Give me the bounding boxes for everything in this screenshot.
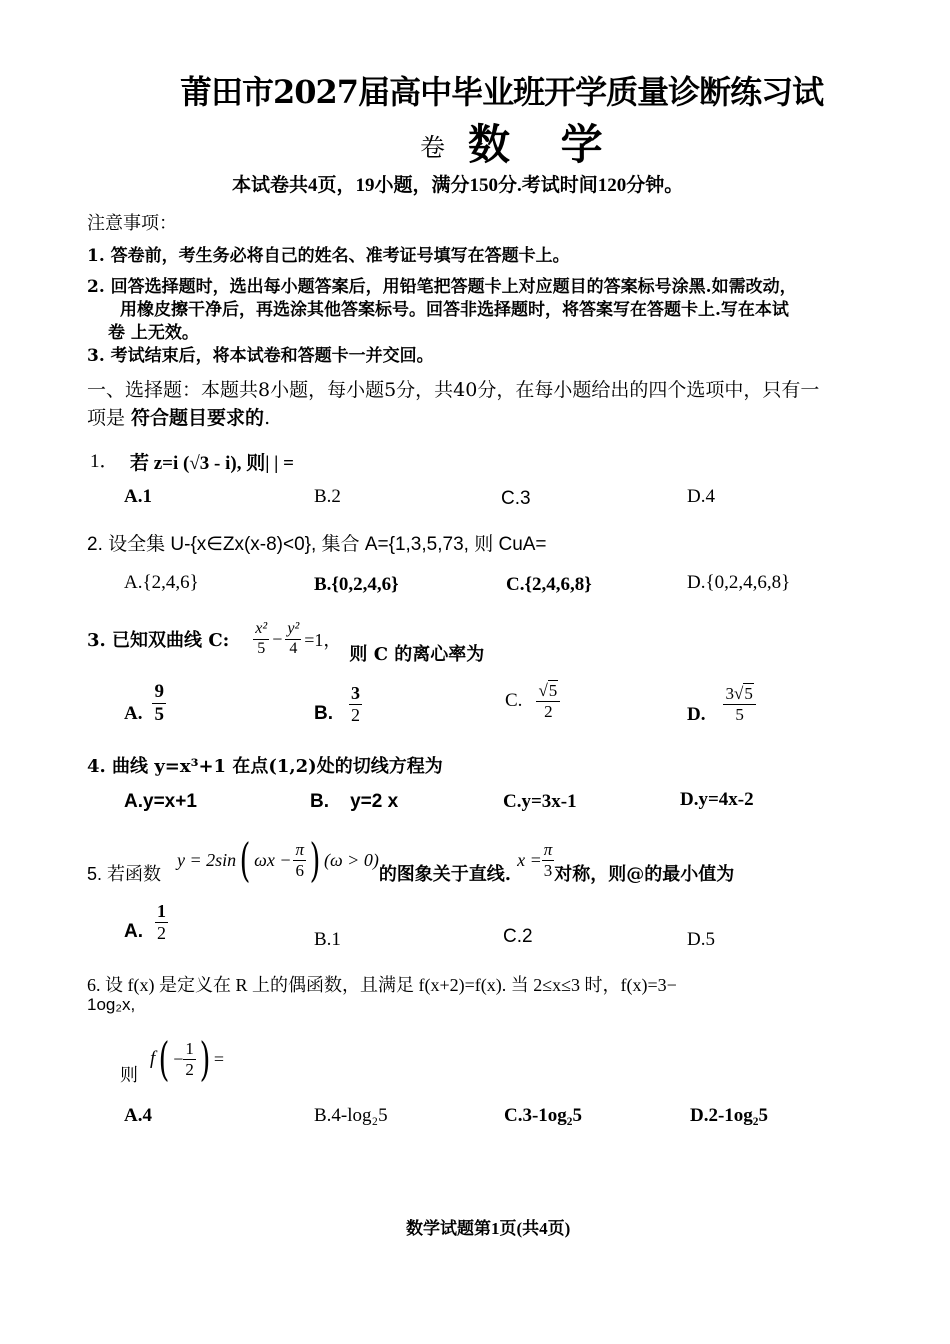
- q3-option-d-fraction: [723, 685, 755, 724]
- q2-option-d: D.{0,2,4,6,8}: [687, 572, 791, 593]
- q2-option-b: B.{0,2,4,6}: [314, 574, 399, 595]
- q3-y-den: 4: [289, 639, 298, 657]
- q3-option-a-label: A.: [124, 702, 143, 724]
- subject-title: 数 学: [468, 120, 621, 169]
- q6-expression: [120, 1030, 224, 1088]
- q3-option-c-fraction: [536, 682, 560, 721]
- q5-line-pi: π: [543, 839, 553, 859]
- section-heading-line2: [87, 403, 270, 430]
- q4-option-b: B. y=2 x: [310, 791, 399, 812]
- q5-mid: 的图象关于直线.: [378, 864, 512, 885]
- q5-option-a-label: A.: [124, 920, 143, 942]
- exam-title: 莆田市2027届高中毕业班开学质量诊断练习试: [180, 73, 824, 111]
- q3-option-a: [124, 682, 166, 725]
- q5-six: 6: [295, 860, 304, 880]
- q2-option-a: A.{2,4,6}: [124, 572, 199, 593]
- q5-phase-fraction: [293, 841, 306, 880]
- q3-equals: =1，: [304, 630, 342, 650]
- q5-line-x: x =: [517, 849, 542, 870]
- q1-number: 1．: [90, 451, 119, 472]
- exam-title-continuation: 卷: [420, 133, 446, 162]
- q6-option-a: A.4: [124, 1105, 152, 1126]
- q5-option-d: D.5: [687, 929, 715, 950]
- q3-option-b-fraction: [349, 684, 362, 725]
- q4-option-d: D.y=4x-2: [680, 789, 754, 810]
- q6-neg: −: [173, 1048, 184, 1069]
- page-footer: 数学试题第1页(共4页): [406, 1219, 571, 1238]
- q3-option-c-den: 2: [544, 701, 553, 721]
- q1-stem: 若 z=i (√3 - i), 则| | =: [130, 453, 294, 474]
- q5-pi: π: [295, 839, 305, 859]
- q5-condition: (ω > 0): [323, 849, 379, 870]
- q6-num: 1: [185, 1038, 194, 1058]
- q3-option-b-num: 3: [351, 683, 360, 703]
- notice-item-2-line1: 2. 回答选择题时，选出每小题答案后，用铅笔把答题卡上对应题目的答案标号涂黑.如需改动，: [87, 277, 797, 297]
- notice-item-2-line2: 用橡皮擦干净后，再选涂其他答案标号。回答非选择题时，将答案写在答题卡上.写在本试: [120, 300, 789, 320]
- q3-option-c-radicand: 5: [548, 681, 558, 700]
- q6-option-b: B.4-log₂5: [314, 1105, 388, 1126]
- q3-option-d-coef: 3: [725, 683, 734, 703]
- q3-option-c: [505, 682, 560, 721]
- q6-option-d: D.2-1og₂5: [690, 1105, 768, 1126]
- section-heading-prefix: 项是: [87, 407, 132, 429]
- q3-prefix: 3. 已知双曲线 C:: [87, 630, 230, 651]
- q1-option-c: C.3: [501, 488, 531, 509]
- q5-line-fraction: [542, 841, 555, 880]
- q5-three: 3: [543, 860, 553, 880]
- q5-option-a-fraction: [155, 902, 168, 943]
- q3-option-a-fraction: [152, 682, 166, 725]
- q3-equation-y-term: [285, 621, 301, 658]
- section-heading-emphasis: 符合题目要求的: [131, 407, 265, 429]
- section-heading-period: .: [264, 407, 271, 429]
- q5-right-paren: ): [309, 833, 321, 887]
- q5-option-a-num: 1: [157, 901, 166, 921]
- q3-y2: y²: [285, 621, 301, 640]
- q6-option-c: C.3-1og₂5: [504, 1105, 582, 1126]
- q6-stem-line1: 6. 设 f(x) 是定义在 R 上的偶函数，且满足 f(x+2)=f(x). 当 2≤x≤3 时，f(x)=3−: [87, 975, 677, 995]
- q3-option-a-den: 5: [154, 703, 164, 725]
- q5-stem: [87, 832, 734, 888]
- q6-right-paren: ): [199, 1032, 211, 1086]
- q6-den: 2: [185, 1059, 194, 1079]
- q4-option-a: A.y=x+1: [124, 791, 197, 812]
- q5-omega-x: ωx −: [254, 849, 292, 870]
- q3-stem: [87, 612, 484, 666]
- q3-option-b: [314, 684, 362, 725]
- q3-option-c-num: √5: [536, 682, 560, 702]
- q3-option-d-radicand: 5: [744, 683, 753, 703]
- notice-item-2-line3: 卷 上无效。: [108, 323, 199, 343]
- q6-stem-line2: 1og₂x,: [87, 995, 136, 1014]
- exam-info: 本试卷共4页，19小题，满分150分.考试时间120分钟。: [232, 175, 684, 196]
- q5-option-c: C.2: [503, 926, 533, 947]
- q3-suffix: 则 C 的离心率为: [349, 644, 485, 665]
- q6-fraction: [183, 1040, 196, 1079]
- q5-function: y = 2sin: [177, 849, 237, 870]
- q3-option-c-label: C.: [505, 690, 523, 712]
- notice-item-3: 3. 考试结束后，将本试卷和答题卡一并交回。: [87, 346, 434, 366]
- q3-option-d-num: 3√5: [723, 685, 755, 705]
- q5-option-a-den: 2: [157, 922, 166, 943]
- q2-stem: 2. 设全集 U-{x∈Zx(x-8)<0}, 集合 A={1,3,5,73, 则 CuA=: [87, 534, 547, 555]
- q3-option-d-label: D.: [687, 704, 706, 725]
- q3-option-a-num: 9: [154, 681, 164, 702]
- section-heading: 一、选择题：本题共8小题，每小题5分，共40分，在每小题给出的四个选项中，只有一: [87, 379, 820, 401]
- q1-option-d: D.4: [687, 486, 715, 507]
- q5-option-a: [124, 902, 168, 943]
- q3-option-b-label: B.: [314, 702, 333, 724]
- q4-option-c: C.y=3x-1: [503, 791, 577, 812]
- notice-item-1: 1. 答卷前，考生务必将自己的姓名、准考证号填写在答题卡上。: [87, 246, 570, 266]
- q6-equals: =: [213, 1048, 224, 1069]
- q5-suffix: 对称，则@的最小值为: [554, 864, 735, 885]
- q1-option-b: B.2: [314, 486, 341, 507]
- q5-prefix: 5. 若函数: [87, 864, 162, 884]
- q3-option-d: [687, 682, 756, 726]
- q6-f: f: [150, 1048, 156, 1069]
- q3-x2: x²: [253, 621, 269, 640]
- q3-x-den: 5: [257, 639, 266, 657]
- q3-option-b-den: 2: [351, 704, 360, 725]
- q6-then: 则: [120, 1065, 138, 1086]
- notice-heading: 注意事项：: [87, 213, 177, 234]
- q4-stem: 4. 曲线 y=x³+1 在点(1,2)处的切线方程为: [87, 756, 443, 777]
- q3-equation-x-term: [253, 621, 269, 658]
- q3-minus: −: [272, 628, 283, 649]
- q3-option-d-den: 5: [735, 704, 744, 724]
- q6-left-paren: (: [158, 1032, 170, 1086]
- q5-left-paren: (: [239, 833, 251, 887]
- q5-option-b: B.1: [314, 929, 341, 950]
- q1-option-a: A.1: [124, 486, 152, 507]
- q2-option-c: C.{2,4,6,8}: [506, 574, 592, 595]
